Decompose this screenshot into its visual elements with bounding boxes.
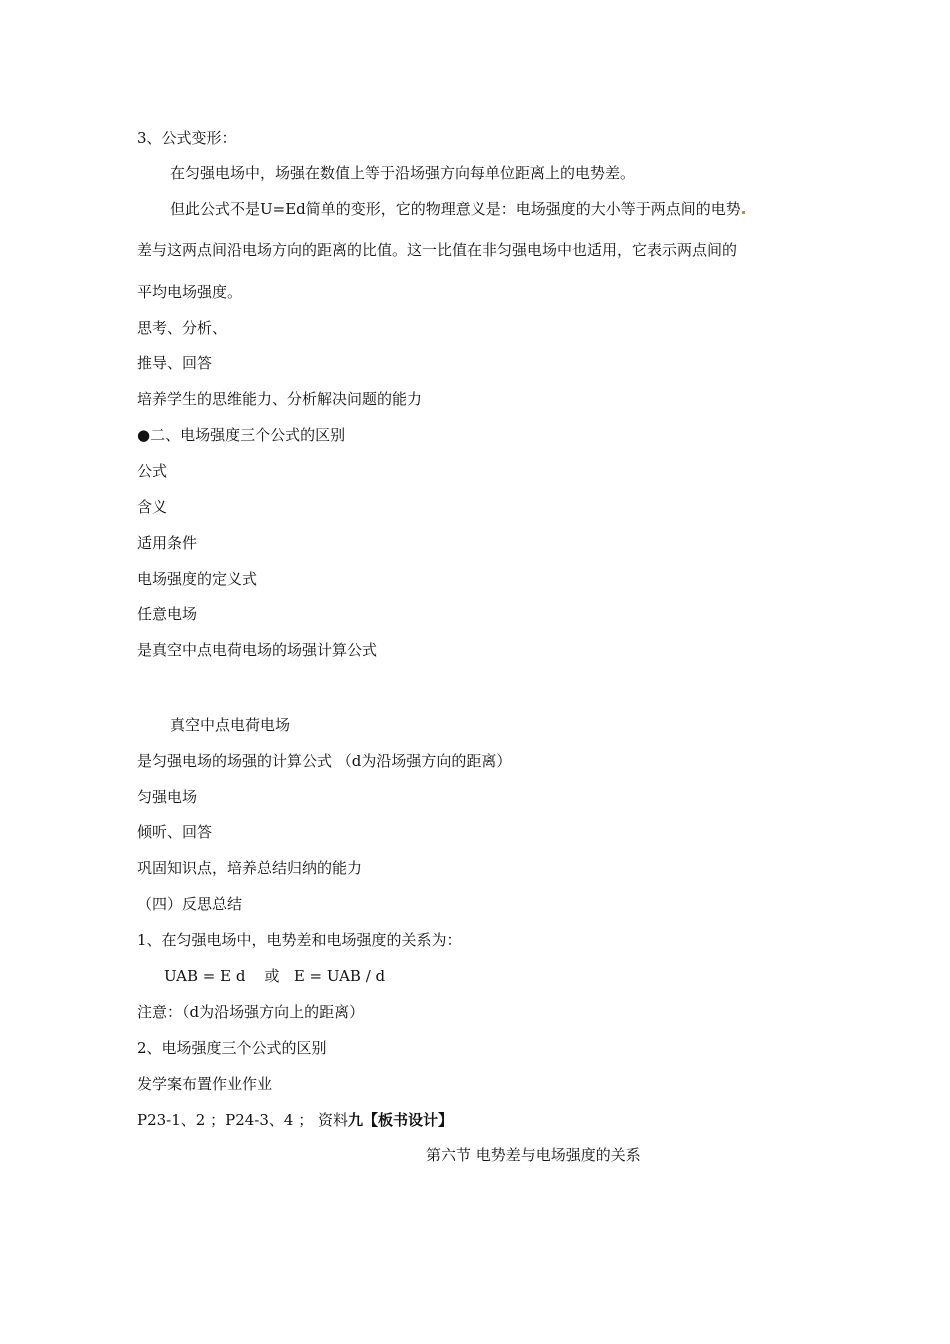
section-heading: ●二、电场强度三个公式的区别 xyxy=(137,426,346,444)
text-span: 但此公式不是U=Ed简单的变形，它的物理意义是：电场强度的大小等于两点间的电势 xyxy=(170,200,741,218)
text-line: 平均电场强度。 xyxy=(137,283,243,301)
text-line: 公式 xyxy=(137,462,168,480)
text-line: 适用条件 xyxy=(137,534,198,552)
text-line: 是匀强电场的场强的计算公式 （d为沿场强方向的距离） xyxy=(137,752,512,770)
text-line: 真空中点电荷电场 xyxy=(170,716,291,734)
text-line: 差与这两点间沿电场方向的距离的比值。这一比值在非匀强电场中也适用，它表示两点间的 xyxy=(137,241,738,259)
board-design-label: 九【板书设计】 xyxy=(347,1111,453,1129)
text-line: 匀强电场 xyxy=(137,788,198,806)
text-line: 培养学生的思维能力、分析解决问题的能力 xyxy=(137,390,423,408)
text-line: 注意：（d为沿场强方向上的距离） xyxy=(137,1003,365,1021)
text-line: 倾听、回答 xyxy=(137,823,213,841)
formula-line: UAB = E d 或 E = UAB / d xyxy=(164,967,386,985)
text-line xyxy=(137,1110,453,1130)
board-title: 第六节 电势差与电场强度的关系 xyxy=(426,1146,641,1164)
text-line: 巩固知识点，培养总结归纳的能力 xyxy=(137,859,363,877)
text-line: 推导、回答 xyxy=(137,354,213,372)
text-line: 发学案布置作业作业 xyxy=(137,1075,273,1093)
text-span: P23-1、2 ；P24-3、4 ； 资料 xyxy=(137,1111,348,1129)
text-line: 是真空中点电荷电场的场强计算公式 xyxy=(137,641,378,659)
text-line: 3、公式变形： xyxy=(137,129,237,147)
text-line: 思考、分析、 xyxy=(137,319,228,337)
section-heading: （四）反思总结 xyxy=(137,895,243,913)
text-line: 2、电场强度三个公式的区别 xyxy=(137,1039,327,1057)
text-line: 在匀强电场中，场强在数值上等于沿场强方向每单位距离上的电势差。 xyxy=(170,164,636,182)
text-line xyxy=(170,199,745,219)
text-line: 任意电场 xyxy=(137,605,198,623)
mark-dot xyxy=(742,211,745,214)
text-line: 电场强度的定义式 xyxy=(137,570,258,588)
text-line: 1、在匀强电场中，电势差和电场强度的关系为： xyxy=(137,931,462,949)
text-line: 含义 xyxy=(137,498,168,516)
